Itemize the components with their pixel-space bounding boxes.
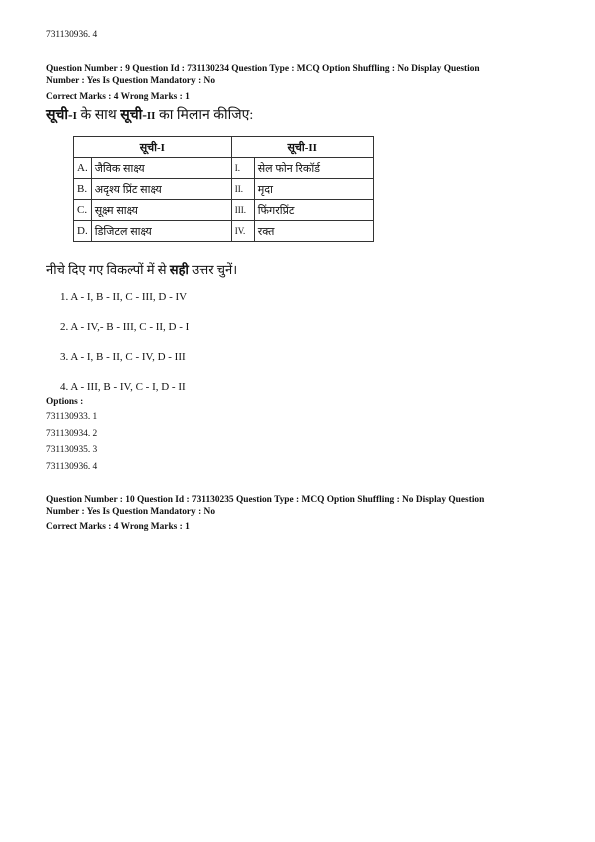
row-letter: D. xyxy=(74,221,92,242)
list1-item: सूक्ष्म साक्ष्य xyxy=(91,200,231,221)
table-row xyxy=(74,200,374,221)
row-numeral: IV. xyxy=(231,221,254,242)
row-numeral: III. xyxy=(231,200,254,221)
q9-header-line2: Number : Yes Is Question Mandatory : No xyxy=(46,76,216,86)
list2-item: फिंगरप्रिंट xyxy=(254,200,373,221)
table-row xyxy=(74,158,374,179)
row-letter: B. xyxy=(74,179,92,200)
q10-marks: Correct Marks : 4 Wrong Marks : 1 xyxy=(46,522,190,532)
list2-item: मृदा xyxy=(254,179,373,200)
row-letter: A. xyxy=(74,158,92,179)
list2-item: रक्त xyxy=(254,221,373,242)
q10-header xyxy=(46,494,551,518)
instruction-text-end: उत्तर चुनें। xyxy=(188,262,238,277)
list1-header: सूची-I xyxy=(74,137,232,158)
row-numeral: I. xyxy=(231,158,254,179)
answer-choice-1: 1. A - I, B - II, C - III, D - IV xyxy=(60,291,188,303)
heading-list1-numeral: I xyxy=(72,110,77,122)
list2-item: सेल फोन रिकॉर्ड xyxy=(254,158,373,179)
list2-header: सूची-II xyxy=(231,137,373,158)
heading-instruction: का मिलान कीजिए: xyxy=(155,108,254,123)
list1-item: डिजिटल साक्ष्य xyxy=(91,221,231,242)
answer-choice-3: 3. A - I, B - II, C - IV, D - III xyxy=(60,351,186,363)
instruction-text: नीचे दिए गए विकल्पों में से xyxy=(46,262,170,277)
options-id-list xyxy=(46,409,97,475)
instruction-emphasis: सही xyxy=(169,262,189,277)
heading-connector: के साथ xyxy=(76,108,121,123)
list-item: 731130935. 3 xyxy=(46,445,98,455)
q9-header xyxy=(46,63,551,87)
heading-list2-word: सूची- xyxy=(120,108,147,123)
list1-item: अदृश्य प्रिंट साक्ष्य xyxy=(91,179,231,200)
list-item: 731130933. 1 xyxy=(46,412,98,422)
answer-choice-2: 2. A - IV,- B - III, C - II, D - I xyxy=(60,321,190,333)
q9-question-heading xyxy=(46,105,253,124)
list-item: 731130934. 2 xyxy=(46,428,98,439)
heading-list1-word: सूची- xyxy=(46,108,73,123)
previous-answer-id: 731130936. 4 xyxy=(46,30,98,40)
table-row xyxy=(74,221,374,242)
answer-instruction xyxy=(46,260,237,278)
table-header-row xyxy=(74,137,374,158)
q9-marks: Correct Marks : 4 Wrong Marks : 1 xyxy=(46,92,190,102)
q9-header-line1: Question Number : 9 Question Id : 731130234 Question Type : MCQ Option Shuffling : No Display Question xyxy=(46,64,480,74)
q10-header-line1: Question Number : 10 Question Id : 731130235 Question Type : MCQ Option Shuffling : No Display Question xyxy=(46,495,485,505)
list-item: 731130936. 4 xyxy=(46,461,98,472)
answer-choice-4: 4. A - III, B - IV, C - I, D - II xyxy=(60,381,186,393)
q10-header-line2: Number : Yes Is Question Mandatory : No xyxy=(46,507,216,517)
options-label: Options : xyxy=(46,397,84,407)
matching-table xyxy=(73,136,374,242)
list1-item: जैविक साक्ष्य xyxy=(91,158,231,179)
table-row xyxy=(74,179,374,200)
heading-list2-numeral: II xyxy=(146,110,156,122)
row-letter: C. xyxy=(74,200,92,221)
row-numeral: II. xyxy=(231,179,254,200)
